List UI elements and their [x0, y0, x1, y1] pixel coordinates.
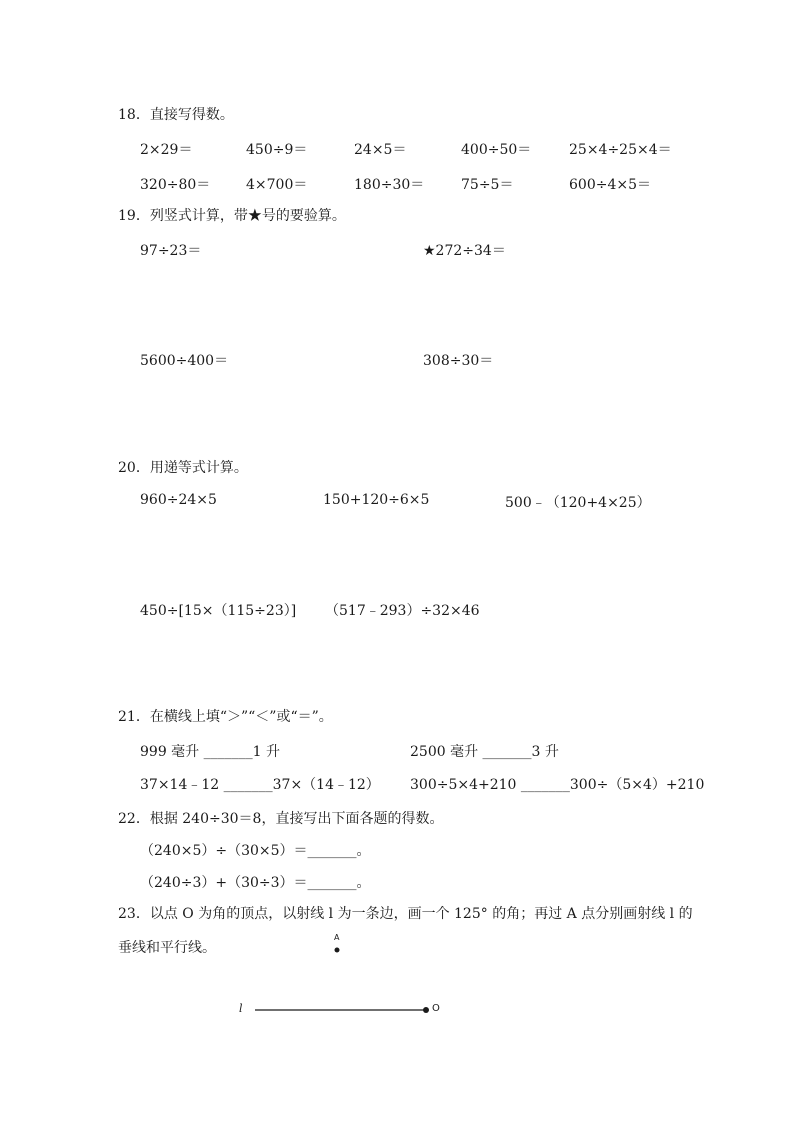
q20-item: 150+120÷6×5 — [323, 492, 430, 508]
q20-title: 20．用递等式计算。 — [118, 460, 248, 476]
q23-title-continued: 垂线和平行线。 — [118, 940, 216, 956]
q18-item: 24×5＝ — [354, 142, 407, 158]
q20-item: 960÷24×5 — [140, 492, 217, 508]
q18-item: 2×29＝ — [140, 142, 193, 158]
q18-item: 450÷9＝ — [246, 142, 308, 158]
q19-item: ★272÷34＝ — [423, 243, 506, 259]
q21-item: 37×14﹣12 _______37×（14﹣12） — [140, 777, 380, 793]
q23-title: 23．以点 O 为角的顶点，以射线 l 为一条边，画一个 125° 的角；再过 A 点分别画射线 l 的 — [118, 906, 693, 922]
point-o — [423, 1007, 429, 1013]
q21-title: 21．在横线上填“＞”“＜”或“＝”。 — [118, 709, 333, 725]
q18-item: 25×4÷25×4＝ — [569, 142, 672, 158]
q19-item: 5600÷400＝ — [140, 353, 229, 369]
q20-item: （517﹣293）÷32×46 — [325, 603, 480, 619]
q18-item: 180÷30＝ — [354, 177, 425, 193]
q18-item: 320÷80＝ — [140, 177, 211, 193]
q18-item: 4×700＝ — [246, 177, 308, 193]
q19-title: 19．列竖式计算，带★号的要验算。 — [118, 208, 346, 224]
q19-item: 97÷23＝ — [140, 243, 202, 259]
q18-item: 600÷4×5＝ — [569, 177, 651, 193]
label-l: l — [239, 1002, 243, 1015]
q20-item: 450÷[15×（115÷23）] — [140, 603, 297, 619]
q22-item: （240×5）÷（30×5）＝_______。 — [140, 843, 371, 859]
q21-item: 2500 毫升 _______3 升 — [410, 744, 559, 760]
q21-item: 300÷5×4+210 _______300÷（5×4）+210 — [410, 777, 705, 793]
q18-item: 75÷5＝ — [461, 177, 514, 193]
label-a: A — [334, 933, 340, 942]
q20-item: 500﹣（120+4×25） — [505, 495, 651, 511]
label-o: O — [432, 1003, 440, 1014]
point-a — [335, 948, 340, 953]
q22-item: （240÷3）+（30÷3）＝_______。 — [140, 875, 371, 891]
q19-item: 308÷30＝ — [423, 353, 494, 369]
q18-item: 400÷50＝ — [461, 142, 532, 158]
q18-title: 18．直接写得数。 — [118, 107, 234, 123]
q21-item: 999 毫升 _______1 升 — [140, 744, 280, 760]
q22-title: 22．根据 240÷30＝8，直接写出下面各题的得数。 — [118, 811, 444, 827]
